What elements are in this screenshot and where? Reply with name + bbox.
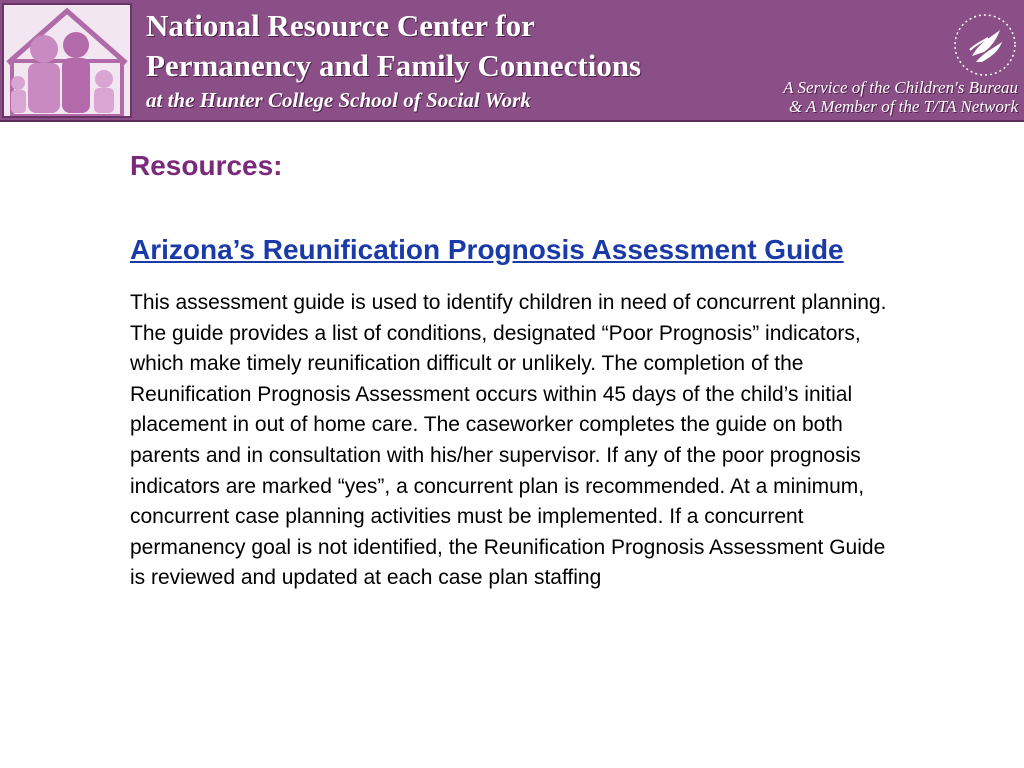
hhs-eagle-emblem-icon: [952, 12, 1018, 78]
service-line-childrens-bureau: A Service of the Children's Bureau: [783, 78, 1018, 97]
family-house-logo-icon: [2, 3, 132, 118]
header-banner: [0, 0, 1024, 122]
main-content: [130, 148, 910, 594]
center-title-line1: National Resource Center for: [146, 8, 535, 43]
assessment-guide-description: This assessment guide is used to identify children in need of concurrent planning. The guide provides a list of conditions, designated “Poor Prognosis” indicators, which make timely reunification difficult or unlikely. The completion of the Reunification Prognosis Assessment occurs within 45 days of the child’s initial placement in out of home care. The caseworker completes the guide on both parents and in consultation with his/her supervisor. If any of the poor prognosis indicators are marked “yes”, a concurrent plan is recommended. At a minimum, concurrent case planning activities must be implemented. If a concurrent permanency goal is not identified, the Reunification Prognosis Assessment Guide is reviewed and updated at each case plan staffing: [130, 291, 887, 590]
center-title-line2: Permanency and Family Connections: [146, 48, 642, 83]
service-line-tta-network: & A Member of the T/TA Network: [788, 97, 1018, 116]
center-subtitle: at the Hunter College School of Social Work: [146, 88, 531, 112]
resources-heading: Resources:: [130, 150, 283, 181]
assessment-guide-link[interactable]: Arizona’s Reunification Prognosis Assessment Guide: [130, 234, 844, 265]
